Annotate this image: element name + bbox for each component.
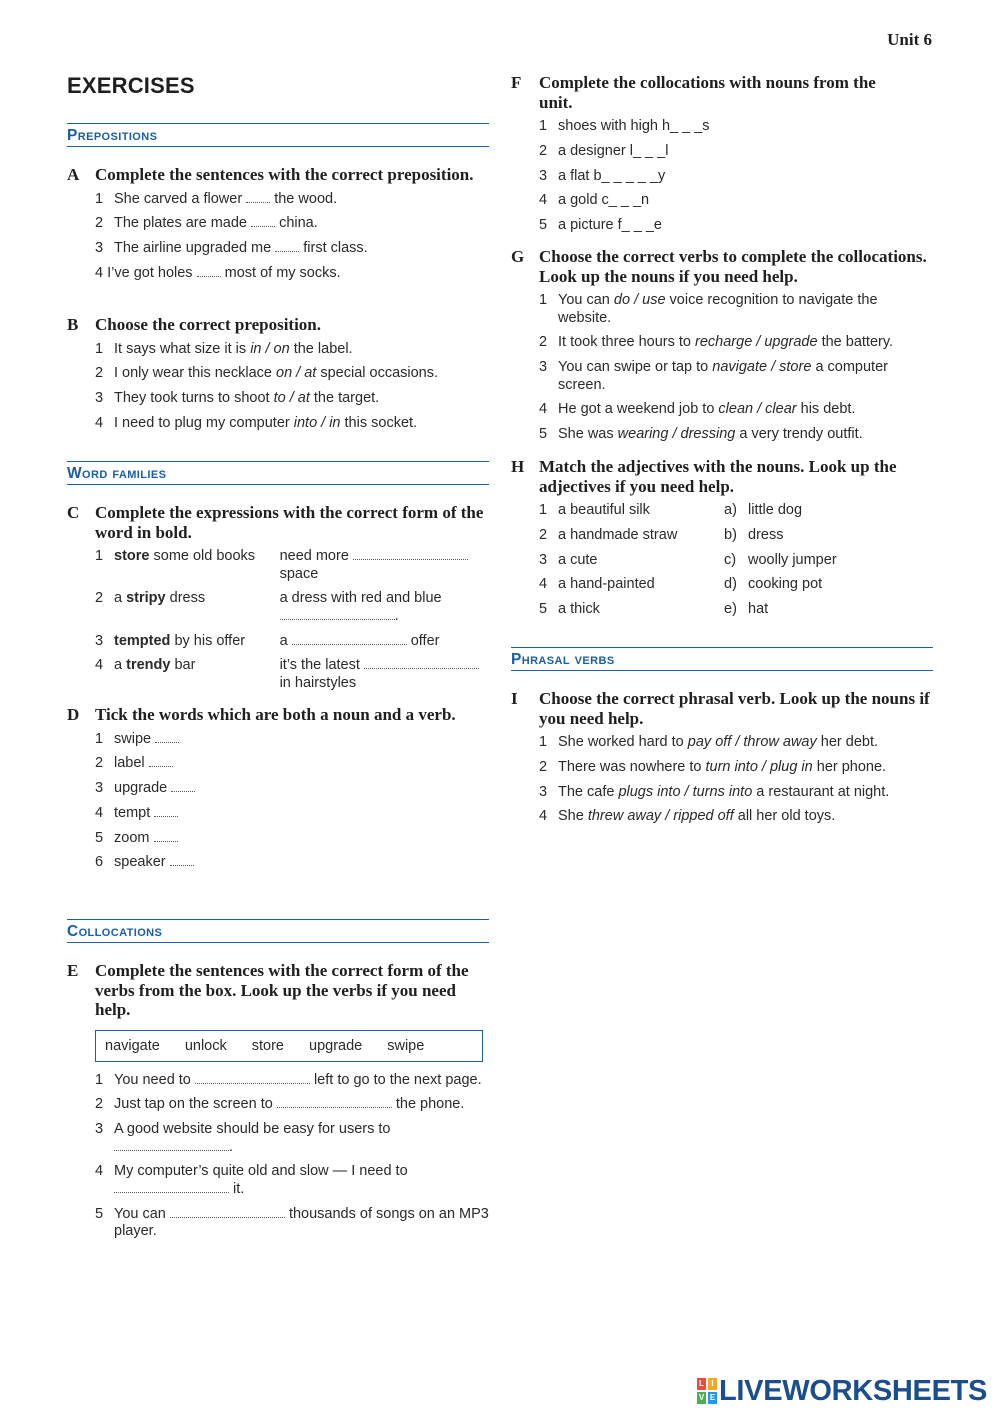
answer-blank[interactable] xyxy=(353,549,468,560)
tick-box[interactable] xyxy=(155,732,179,743)
unit-label: Unit 6 xyxy=(887,30,932,49)
choice-option[interactable]: to / at xyxy=(273,390,310,407)
list-item: 3 They took turns to shoot to / at the target. xyxy=(95,390,380,407)
exercise-instruction: Match the adjectives with the nouns. Look up the adjectives if you need help. xyxy=(539,457,897,496)
answer-blank[interactable] xyxy=(364,658,479,669)
exercise-letter: B xyxy=(67,315,79,334)
choice-option[interactable]: recharge / upgrade xyxy=(695,334,818,351)
section-title: Phrasal verbs xyxy=(511,651,615,668)
exercise-letter: D xyxy=(67,705,80,724)
match-row[interactable]: 2 a handmade straw b) dress xyxy=(539,526,784,543)
choice-option[interactable]: turn into / plug in xyxy=(705,758,813,775)
list-item: 1 You need to left to go to the next page. xyxy=(95,1071,482,1088)
section-header-phrasal-verbs xyxy=(511,647,933,671)
choice-option[interactable]: threw away / ripped off xyxy=(587,808,734,825)
list-item: 4 My computer’s quite old and slow — I need to it. xyxy=(95,1163,408,1197)
exercise-instruction: Tick the words which are both a noun and a verb. xyxy=(95,705,456,724)
choice-option[interactable]: wearing / dressing xyxy=(617,426,736,443)
tick-box[interactable] xyxy=(154,831,178,842)
choice-option[interactable]: navigate / store xyxy=(712,359,812,376)
word-box-item: navigate xyxy=(105,1037,160,1054)
exercise-instruction: Complete the collocations with nouns from the unit. xyxy=(539,73,876,112)
list-item: 1 It says what size it is in / on the label. xyxy=(95,340,353,357)
answer-blank[interactable] xyxy=(170,1207,285,1218)
answer-blank[interactable] xyxy=(280,609,395,620)
answer-blank[interactable] xyxy=(246,192,270,203)
section-title: Prepositions xyxy=(67,127,158,144)
list-item[interactable]: 4 a gold c_ _ _n xyxy=(539,192,650,209)
exercise-letter: F xyxy=(511,73,522,92)
tick-box[interactable] xyxy=(154,806,178,817)
list-item: 2 The plates are made china. xyxy=(95,215,318,232)
exercise-letter: A xyxy=(67,165,80,184)
list-item: 4 I’ve got holes most of my socks. xyxy=(95,264,341,281)
exercise-instruction: Choose the correct preposition. xyxy=(95,315,322,334)
list-item[interactable]: 1 shoes with high h_ _ _s xyxy=(539,118,710,134)
tick-box[interactable] xyxy=(170,855,194,866)
list-item: 1 store some old books need more space xyxy=(95,548,489,583)
match-row[interactable]: 5 a thick e) hat xyxy=(539,601,769,618)
list-item: 2 a stripy dress a dress with red and blue . xyxy=(95,590,442,624)
exercise-d xyxy=(67,705,489,879)
list-item: 2 It took three hours to recharge / upgrade the battery. xyxy=(539,334,894,351)
exercise-letter: G xyxy=(511,247,525,266)
logo-text: LIVEWORKSHEETS xyxy=(719,1375,988,1407)
match-row[interactable]: 4 a hand-painted d) cooking pot xyxy=(539,576,823,593)
exercise-instruction: Complete the expressions with the correct form of the word in bold. xyxy=(95,503,484,542)
list-item: 6 speaker xyxy=(95,854,489,872)
choice-option[interactable]: on / at xyxy=(276,365,317,382)
exercise-instruction: Choose the correct verbs to complete the collocations. Look up the nouns if you need help. xyxy=(539,247,927,286)
choice-option[interactable]: do / use xyxy=(613,292,666,308)
list-item: 3 A good website should be easy for users to . xyxy=(95,1121,391,1155)
choice-option[interactable]: into / in xyxy=(293,414,341,431)
section-header-collocations xyxy=(67,919,489,943)
answer-blank[interactable] xyxy=(114,1140,229,1151)
list-item: 1 swipe xyxy=(95,731,489,749)
exercise-c xyxy=(67,503,489,700)
list-item: 3 upgrade xyxy=(95,780,489,798)
list-item: 2 I only wear this necklace on / at special occasions. xyxy=(95,365,439,382)
word-box-item: swipe xyxy=(387,1037,425,1054)
answer-blank[interactable] xyxy=(292,634,407,645)
answer-blank[interactable] xyxy=(275,241,299,252)
exercise-f xyxy=(511,73,933,242)
list-item: 5 You can thousands of songs on an MP3 player. xyxy=(95,1205,489,1240)
choice-option[interactable]: clean / clear xyxy=(718,401,797,418)
list-item: 4 She threw away / ripped off all her old toys. xyxy=(539,808,836,825)
word-box xyxy=(95,1030,483,1062)
answer-blank[interactable] xyxy=(197,266,221,277)
match-row[interactable]: 1 a beautiful silk a) little dog xyxy=(539,502,803,518)
match-row[interactable]: 3 a cute c) woolly jumper xyxy=(539,551,837,568)
list-item: 4 tempt xyxy=(95,805,489,823)
liveworksheets-logo xyxy=(697,1376,987,1406)
exercise-instruction: Choose the correct phrasal verb. Look up the nouns if you need help. xyxy=(539,689,930,728)
list-item: 3 tempted by his offer a offer xyxy=(95,632,440,649)
list-item: 1 She worked hard to pay off / throw away her debt. xyxy=(539,734,879,750)
word-box-item: unlock xyxy=(184,1037,227,1054)
exercise-e xyxy=(67,961,489,1248)
exercise-b xyxy=(67,315,489,440)
list-item: 1 She carved a flower the wood. xyxy=(95,190,338,207)
exercise-h xyxy=(511,457,933,626)
exercise-letter: E xyxy=(67,961,79,980)
list-item: 4 a trendy bar it’s the latest in hairstyles xyxy=(95,657,489,692)
list-item: 5 zoom xyxy=(95,830,489,848)
exercise-letter: C xyxy=(67,503,80,522)
section-title: Word families xyxy=(67,465,167,482)
list-item: 4 I need to plug my computer into / in this socket. xyxy=(95,414,418,431)
tick-box[interactable] xyxy=(171,781,195,792)
section-header-prepositions xyxy=(67,123,489,147)
word-box-item: store xyxy=(251,1037,284,1054)
exercise-instruction: Complete the sentences with the correct form of the verbs from the box. Look up the verbs if you need help. xyxy=(95,961,469,1019)
exercise-g xyxy=(511,247,933,451)
exercise-i xyxy=(511,689,933,833)
section-header-word-families xyxy=(67,461,489,485)
exercise-letter: I xyxy=(511,689,518,708)
word-box-item: upgrade xyxy=(309,1037,363,1054)
tick-box[interactable] xyxy=(149,756,173,767)
list-item: 3 You can swipe or tap to navigate / store a computer screen. xyxy=(539,359,888,393)
list-item[interactable]: 5 a picture f_ _ _e xyxy=(539,217,662,234)
section-title: Collocations xyxy=(67,923,163,940)
answer-blank[interactable] xyxy=(277,1097,392,1108)
list-item: 1 You can do / use voice recognition to navigate the website. xyxy=(539,292,878,326)
choice-option[interactable]: plugs into / turns into xyxy=(618,783,753,800)
list-item: 4 He got a weekend job to clean / clear his debt. xyxy=(539,401,856,418)
choice-option[interactable]: pay off / throw away xyxy=(687,734,817,750)
answer-blank[interactable] xyxy=(251,216,275,227)
list-item[interactable]: 2 a designer l_ _ _l xyxy=(539,142,669,159)
answer-blank[interactable] xyxy=(195,1073,310,1084)
list-item: 3 The airline upgraded me first class. xyxy=(95,240,368,257)
exercise-instruction: Complete the sentences with the correct preposition. xyxy=(95,165,474,184)
answer-blank[interactable] xyxy=(114,1182,229,1193)
list-item: 2 Just tap on the screen to the phone. xyxy=(95,1096,465,1113)
list-item: 3 The cafe plugs into / turns into a restaurant at night. xyxy=(539,783,890,800)
list-item: 2 label xyxy=(95,755,489,773)
list-item[interactable]: 3 a flat b_ _ _ _ _y xyxy=(539,167,666,184)
logo-icon: L I V E xyxy=(698,1379,716,1402)
choice-option[interactable]: in / on xyxy=(250,340,290,357)
list-item: 5 She was wearing / dressing a very trendy outfit. xyxy=(539,426,863,443)
exercise-letter: H xyxy=(511,457,525,476)
exercise-a xyxy=(67,165,489,290)
list-item: 2 There was nowhere to turn into / plug in her phone. xyxy=(539,758,887,775)
page-title: EXERCISES xyxy=(67,73,195,98)
